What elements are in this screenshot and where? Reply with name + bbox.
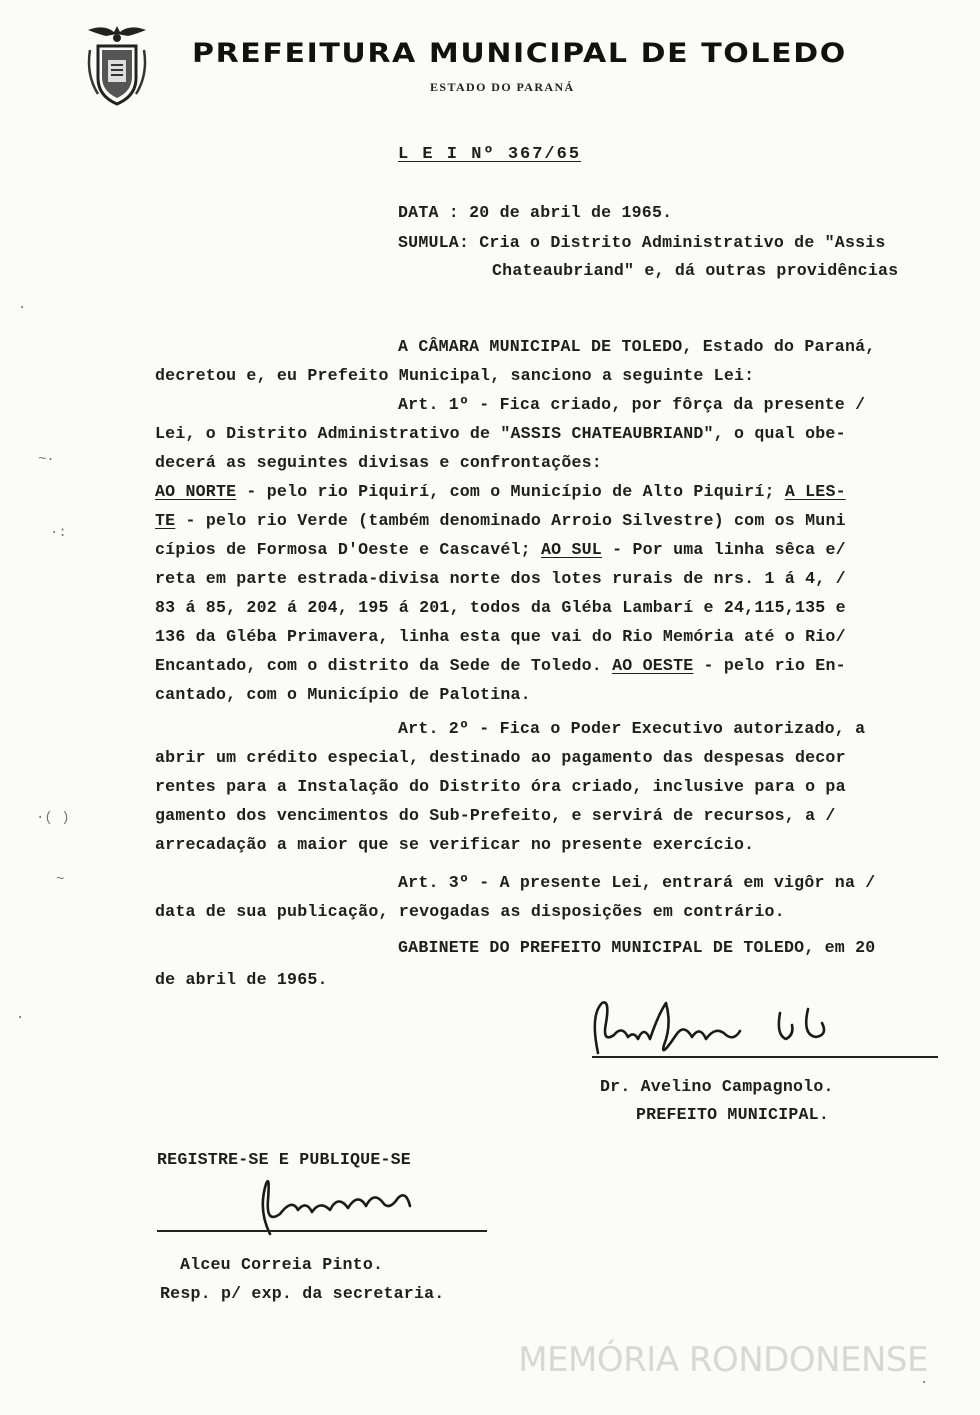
scan-speck: ·( )	[36, 810, 70, 826]
mayor-signature-line	[592, 1056, 938, 1058]
closing-date: de abril de 1965.	[155, 970, 328, 989]
law-summary-line: SUMULA: Cria o Distrito Administrativo de "Assis	[398, 233, 886, 252]
body-line: cantado, com o Município de Palotina.	[155, 685, 531, 704]
body-line: reta em parte estrada-divisa norte dos lotes rurais de nrs. 1 á 4, /	[155, 569, 846, 588]
secretary-name: Alceu Correia Pinto.	[180, 1255, 384, 1274]
scan-speck: ·	[18, 300, 27, 316]
body-line: 136 da Gléba Primavera, linha esta que vai do Rio Memória até o Rio/	[155, 627, 846, 646]
law-summary-line: Chateaubriand" e, dá outras providências	[492, 261, 899, 280]
body-line: data de sua publicação, revogadas as disposições em contrário.	[155, 902, 785, 921]
body-line-north	[155, 482, 846, 501]
north-boundary-text: pelo rio Piquirí, com o Município de Alto Piquirí;	[266, 482, 775, 501]
south-boundary-cont: Encantado, com o distrito da Sede de Toledo.	[155, 656, 602, 675]
east-boundary-cont: cípios de Formosa D'Oeste e Cascavél;	[155, 540, 531, 559]
body-line: 83 á 85, 202 á 204, 195 á 201, todos da Gléba Lambarí e 24,115,135 e	[155, 598, 846, 617]
body-line-east	[155, 511, 846, 530]
body-line-south	[155, 540, 846, 559]
secretary-role: Resp. p/ exp. da secretaria.	[160, 1284, 445, 1303]
body-line: abrir um crédito especial, destinado ao pagamento das despesas decor	[155, 748, 846, 767]
coat-of-arms-icon	[84, 20, 150, 110]
article-1-heading: Art. 1º - Fica criado, por fôrça da presente /	[398, 395, 866, 414]
ao-norte-label: AO NORTE	[155, 482, 237, 501]
dash: -	[175, 511, 206, 530]
article-2-heading: Art. 2º - Fica o Poder Executivo autorizado, a	[398, 719, 866, 738]
a-leste-label: A LES-	[784, 482, 846, 501]
closing-line: GABINETE DO PREFEITO MUNICIPAL DE TOLEDO, em 20	[398, 938, 876, 957]
dash: -	[236, 482, 267, 501]
article-3-heading: Art. 3º - A presente Lei, entrará em vigôr na /	[398, 873, 876, 892]
body-line: gamento dos vencimentos do Sub-Prefeito, e servirá de recursos, a /	[155, 806, 836, 825]
page-title: PREFEITURA MUNICIPAL DE TOLEDO	[192, 37, 847, 70]
a-leste-label: TE	[155, 511, 176, 530]
west-boundary-text: - pelo rio En-	[693, 656, 846, 675]
scan-speck: ·	[920, 1375, 929, 1391]
mayor-signature	[580, 995, 870, 1065]
body-line: A CÂMARA MUNICIPAL DE TOLEDO, Estado do Paraná,	[398, 337, 876, 356]
body-line: arrecadação a maior que se verificar no presente exercício.	[155, 835, 755, 854]
watermark: MEMÓRIA RONDONENSE	[518, 1340, 928, 1380]
body-line: decerá as seguintes divisas e confrontações:	[155, 453, 602, 472]
law-number: L E I Nº 367/65	[398, 145, 582, 164]
mayor-title: PREFEITO MUNICIPAL.	[636, 1105, 829, 1124]
law-date: DATA : 20 de abril de 1965.	[398, 203, 673, 222]
scan-speck: ~·	[38, 452, 55, 468]
body-line: rentes para a Instalação do Distrito óra criado, inclusive para o pa	[155, 777, 846, 796]
register-publish: REGISTRE-SE E PUBLIQUE-SE	[157, 1150, 411, 1169]
body-line: decretou e, eu Prefeito Municipal, sanciono a seguinte Lei:	[155, 366, 755, 385]
scan-speck: ·:	[50, 525, 67, 541]
body-line-west	[155, 656, 846, 675]
secretary-signature-line	[157, 1230, 487, 1232]
mayor-name: Dr. Avelino Campagnolo.	[600, 1077, 834, 1096]
south-boundary-text: - Por uma linha sêca e/	[601, 540, 846, 559]
ao-oeste-label: AO OESTE	[612, 656, 694, 675]
state-subtitle: ESTADO DO PARANÁ	[430, 80, 575, 94]
scan-speck: ·	[16, 1010, 25, 1026]
east-boundary-text: pelo rio Verde (também denominado Arroio Silvestre) com os Muni	[205, 511, 846, 530]
body-line: Lei, o Distrito Administrativo de "ASSIS CHATEAUBRIAND", o qual obe-	[155, 424, 846, 443]
scan-speck: ~	[56, 872, 65, 888]
ao-sul-label: AO SUL	[541, 540, 602, 559]
